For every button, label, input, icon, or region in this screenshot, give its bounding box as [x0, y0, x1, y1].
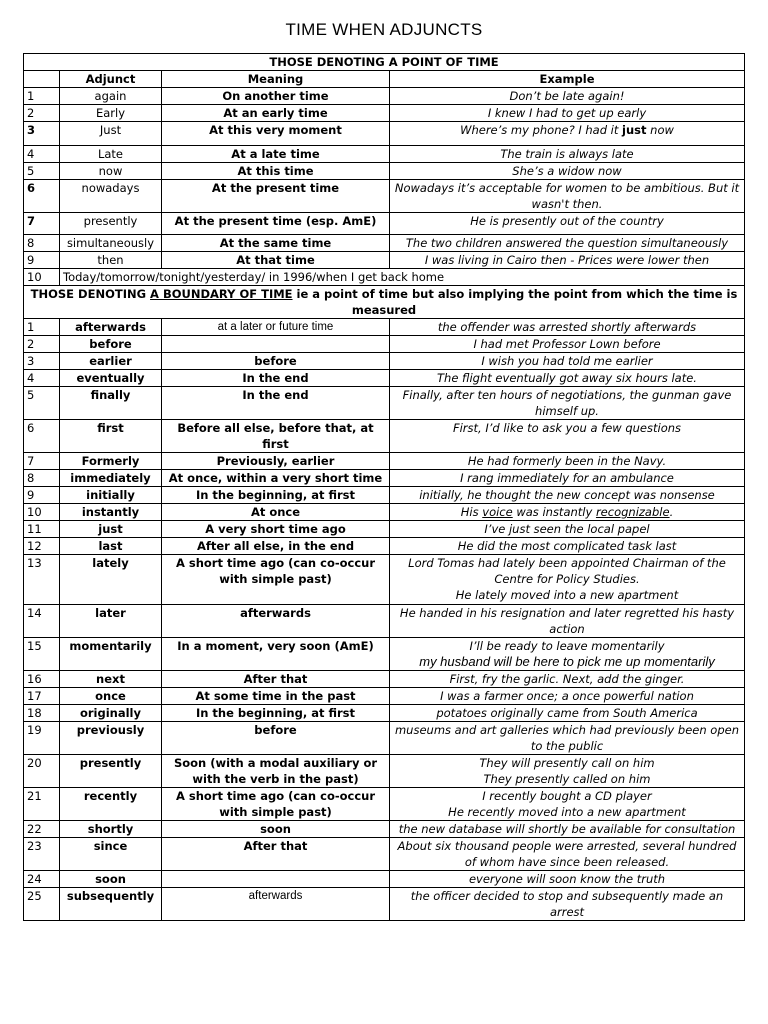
- adjunct-cell: previously: [60, 722, 162, 755]
- section-header-point: [24, 54, 745, 71]
- example-cell: She’s a widow now: [390, 163, 745, 180]
- meaning-cell: In the beginning, at first: [162, 705, 390, 722]
- meaning-cell: Soon (with a modal auxiliary or with the verb in the past): [162, 755, 390, 788]
- example-cell: He handed in his resignation and later regretted his hasty action: [390, 605, 745, 638]
- adjunct-cell: again: [60, 88, 162, 105]
- example-cell: I had met Professor Lown before: [390, 336, 745, 353]
- adjunct-cell: originally: [60, 705, 162, 722]
- meaning-cell: A short time ago (can co-occur with simple past): [162, 555, 390, 605]
- adjunct-cell: afterwards: [60, 319, 162, 336]
- adjunct-cell: now: [60, 163, 162, 180]
- adjunct-cell: simultaneously: [60, 235, 162, 252]
- table-header-row: [24, 71, 745, 88]
- table-row: [24, 353, 745, 370]
- row-number: 23: [24, 838, 60, 871]
- section-header-boundary: [24, 286, 745, 319]
- row-number: 12: [24, 538, 60, 555]
- example-cell: The two children answered the question simultaneously: [390, 235, 745, 252]
- section-title: THOSE DENOTING A BOUNDARY OF TIME ie a point of time but also implying the point from which the time is measured: [24, 286, 745, 319]
- adjunct-cell: once: [60, 688, 162, 705]
- meaning-cell: After that: [162, 838, 390, 871]
- table-row: [24, 370, 745, 387]
- row-number: 14: [24, 605, 60, 638]
- meaning-cell: At this time: [162, 163, 390, 180]
- table-row: [24, 122, 745, 146]
- table-row: [24, 453, 745, 470]
- adjunct-cell: presently: [60, 755, 162, 788]
- example-cell: initially, he thought the new concept was nonsense: [390, 487, 745, 504]
- table-row: [24, 838, 745, 871]
- adjunct-cell: then: [60, 252, 162, 269]
- meaning-cell: At an early time: [162, 105, 390, 122]
- table-row: [24, 504, 745, 521]
- adjunct-list-cell: Today/tomorrow/tonight/yesterday/ in 1996/when I get back home: [60, 269, 745, 286]
- meaning-cell: [162, 336, 390, 353]
- row-number: 2: [24, 105, 60, 122]
- example-cell: His voice was instantly recognizable.: [390, 504, 745, 521]
- meaning-cell: At some time in the past: [162, 688, 390, 705]
- meaning-cell: At this very moment: [162, 122, 390, 146]
- row-number: 7: [24, 453, 60, 470]
- meaning-cell: A short time ago (can co-occur with simple past): [162, 788, 390, 821]
- row-number: 24: [24, 871, 60, 888]
- table-row: [24, 722, 745, 755]
- table-row: [24, 180, 745, 213]
- example-cell: I wish you had told me earlier: [390, 353, 745, 370]
- table-row: [24, 88, 745, 105]
- adjunct-cell: immediately: [60, 470, 162, 487]
- example-cell: the new database will shortly be available for consultation: [390, 821, 745, 838]
- adjunct-cell: Early: [60, 105, 162, 122]
- row-number: 6: [24, 180, 60, 213]
- meaning-cell: [162, 871, 390, 888]
- table-row: [24, 213, 745, 235]
- meaning-cell: At the present time (esp. AmE): [162, 213, 390, 235]
- row-number: 5: [24, 163, 60, 180]
- table-row: [24, 605, 745, 638]
- adjunct-cell: shortly: [60, 821, 162, 838]
- example-cell: First, I’d like to ask you a few questions: [390, 420, 745, 453]
- example-cell: The train is always late: [390, 146, 745, 163]
- table-row: [24, 705, 745, 722]
- row-number: 9: [24, 252, 60, 269]
- adjunct-cell: Formerly: [60, 453, 162, 470]
- meaning-cell: afterwards: [162, 888, 390, 921]
- table-row: [24, 671, 745, 688]
- table-row: [24, 470, 745, 487]
- row-number: 18: [24, 705, 60, 722]
- example-cell: About six thousand people were arrested, several hundred of whom have since been released.: [390, 838, 745, 871]
- adjunct-cell: Late: [60, 146, 162, 163]
- header-example: Example: [390, 71, 745, 88]
- meaning-cell: At a late time: [162, 146, 390, 163]
- adjunct-cell: Just: [60, 122, 162, 146]
- adjunct-cell: subsequently: [60, 888, 162, 921]
- meaning-cell: On another time: [162, 88, 390, 105]
- table-row: [24, 688, 745, 705]
- meaning-cell: After all else, in the end: [162, 538, 390, 555]
- page-title: TIME WHEN ADJUNCTS: [285, 20, 483, 39]
- row-number: 16: [24, 671, 60, 688]
- row-number: 7: [24, 213, 60, 235]
- meaning-cell: soon: [162, 821, 390, 838]
- adjunct-cell: first: [60, 420, 162, 453]
- table-row: [24, 336, 745, 353]
- example-cell: Finally, after ten hours of negotiations, the gunman gave himself up.: [390, 387, 745, 420]
- example-cell: He had formerly been in the Navy.: [390, 453, 745, 470]
- row-number: 5: [24, 387, 60, 420]
- example-cell: I was a farmer once; a once powerful nation: [390, 688, 745, 705]
- example-cell: Nowadays it’s acceptable for women to be ambitious. But it wasn't then.: [390, 180, 745, 213]
- example-cell: I recently bought a CD player He recently moved into a new apartment: [390, 788, 745, 821]
- meaning-cell: afterwards: [162, 605, 390, 638]
- row-number: 8: [24, 470, 60, 487]
- adjunct-cell: momentarily: [60, 638, 162, 671]
- example-cell: Where’s my phone? I had it just now: [390, 122, 745, 146]
- example-cell: They will presently call on him They presently called on him: [390, 755, 745, 788]
- header-num: [24, 71, 60, 88]
- row-number: 10: [24, 504, 60, 521]
- table-row: [24, 871, 745, 888]
- row-number: 21: [24, 788, 60, 821]
- table-row: [24, 252, 745, 269]
- row-number: 11: [24, 521, 60, 538]
- example-cell: He is presently out of the country: [390, 213, 745, 235]
- adjunct-cell: just: [60, 521, 162, 538]
- row-number: 19: [24, 722, 60, 755]
- table-row: [24, 755, 745, 788]
- adjunct-cell: soon: [60, 871, 162, 888]
- header-adjunct: Adjunct: [60, 71, 162, 88]
- meaning-cell: before: [162, 353, 390, 370]
- row-number: 8: [24, 235, 60, 252]
- adjunct-cell: since: [60, 838, 162, 871]
- row-number: 3: [24, 122, 60, 146]
- table-row: [24, 638, 745, 671]
- row-number: 4: [24, 370, 60, 387]
- meaning-cell: At that time: [162, 252, 390, 269]
- meaning-cell: At the present time: [162, 180, 390, 213]
- example-cell: museums and art galleries which had previously been open to the public: [390, 722, 745, 755]
- meaning-cell: before: [162, 722, 390, 755]
- meaning-cell: After that: [162, 671, 390, 688]
- table-row: [24, 821, 745, 838]
- example-cell: I’ve just seen the local papel: [390, 521, 745, 538]
- row-number: 6: [24, 420, 60, 453]
- meaning-cell: At once: [162, 504, 390, 521]
- meaning-cell: In the end: [162, 370, 390, 387]
- adjunct-cell: initially: [60, 487, 162, 504]
- meaning-cell: In a moment, very soon (AmE): [162, 638, 390, 671]
- table-row: [24, 235, 745, 252]
- table-row: [24, 888, 745, 921]
- example-cell: I’ll be ready to leave momentarily my husband will be here to pick me up momentarily: [390, 638, 745, 671]
- example-cell: The flight eventually got away six hours late.: [390, 370, 745, 387]
- row-number: 13: [24, 555, 60, 605]
- adjunct-cell: earlier: [60, 353, 162, 370]
- table-row: [24, 146, 745, 163]
- table-row: [24, 555, 745, 605]
- row-number: 15: [24, 638, 60, 671]
- meaning-cell: at a later or future time: [162, 319, 390, 336]
- meaning-cell: A very short time ago: [162, 521, 390, 538]
- meaning-cell: In the end: [162, 387, 390, 420]
- row-number: 1: [24, 88, 60, 105]
- table-row: [24, 105, 745, 122]
- table-row: [24, 387, 745, 420]
- example-cell: Don’t be late again!: [390, 88, 745, 105]
- adjunct-cell: finally: [60, 387, 162, 420]
- table-row: [24, 319, 745, 336]
- meaning-cell: Previously, earlier: [162, 453, 390, 470]
- adjunct-cell: later: [60, 605, 162, 638]
- example-cell: I rang immediately for an ambulance: [390, 470, 745, 487]
- example-cell: the officer decided to stop and subsequently made an arrest: [390, 888, 745, 921]
- row-number: 17: [24, 688, 60, 705]
- example-cell: I knew I had to get up early: [390, 105, 745, 122]
- example-cell: potatoes originally came from South America: [390, 705, 745, 722]
- adjunct-cell: presently: [60, 213, 162, 235]
- row-number: 4: [24, 146, 60, 163]
- row-number: 22: [24, 821, 60, 838]
- table-row: [24, 269, 745, 286]
- row-number: 3: [24, 353, 60, 370]
- meaning-cell: In the beginning, at first: [162, 487, 390, 504]
- meaning-cell: At once, within a very short time: [162, 470, 390, 487]
- adjunct-cell: next: [60, 671, 162, 688]
- table-row: [24, 538, 745, 555]
- row-number: 25: [24, 888, 60, 921]
- row-number: 9: [24, 487, 60, 504]
- meaning-cell: Before all else, before that, at first: [162, 420, 390, 453]
- table-row: [24, 420, 745, 453]
- row-number: 2: [24, 336, 60, 353]
- section-title: THOSE DENOTING A POINT OF TIME: [24, 54, 745, 71]
- adjunct-cell: nowadays: [60, 180, 162, 213]
- adjunct-cell: last: [60, 538, 162, 555]
- example-cell: everyone will soon know the truth: [390, 871, 745, 888]
- table-row: [24, 487, 745, 504]
- table-row: [24, 788, 745, 821]
- example-cell: I was living in Cairo then - Prices were lower then: [390, 252, 745, 269]
- example-cell: the offender was arrested shortly afterwards: [390, 319, 745, 336]
- example-cell: First, fry the garlic. Next, add the ginger.: [390, 671, 745, 688]
- header-meaning: Meaning: [162, 71, 390, 88]
- example-cell: He did the most complicated task last: [390, 538, 745, 555]
- row-number: 1: [24, 319, 60, 336]
- table-row: [24, 163, 745, 180]
- adjunct-cell: before: [60, 336, 162, 353]
- example-cell: Lord Tomas had lately been appointed Chairman of the Centre for Policy Studies. He lately moved into a new apartment: [390, 555, 745, 605]
- adjunct-cell: eventually: [60, 370, 162, 387]
- meaning-cell: At the same time: [162, 235, 390, 252]
- adjuncts-table: [23, 53, 745, 921]
- table-row: [24, 521, 745, 538]
- adjunct-cell: instantly: [60, 504, 162, 521]
- row-number: 20: [24, 755, 60, 788]
- adjunct-cell: lately: [60, 555, 162, 605]
- adjunct-cell: recently: [60, 788, 162, 821]
- row-number: 10: [24, 269, 60, 286]
